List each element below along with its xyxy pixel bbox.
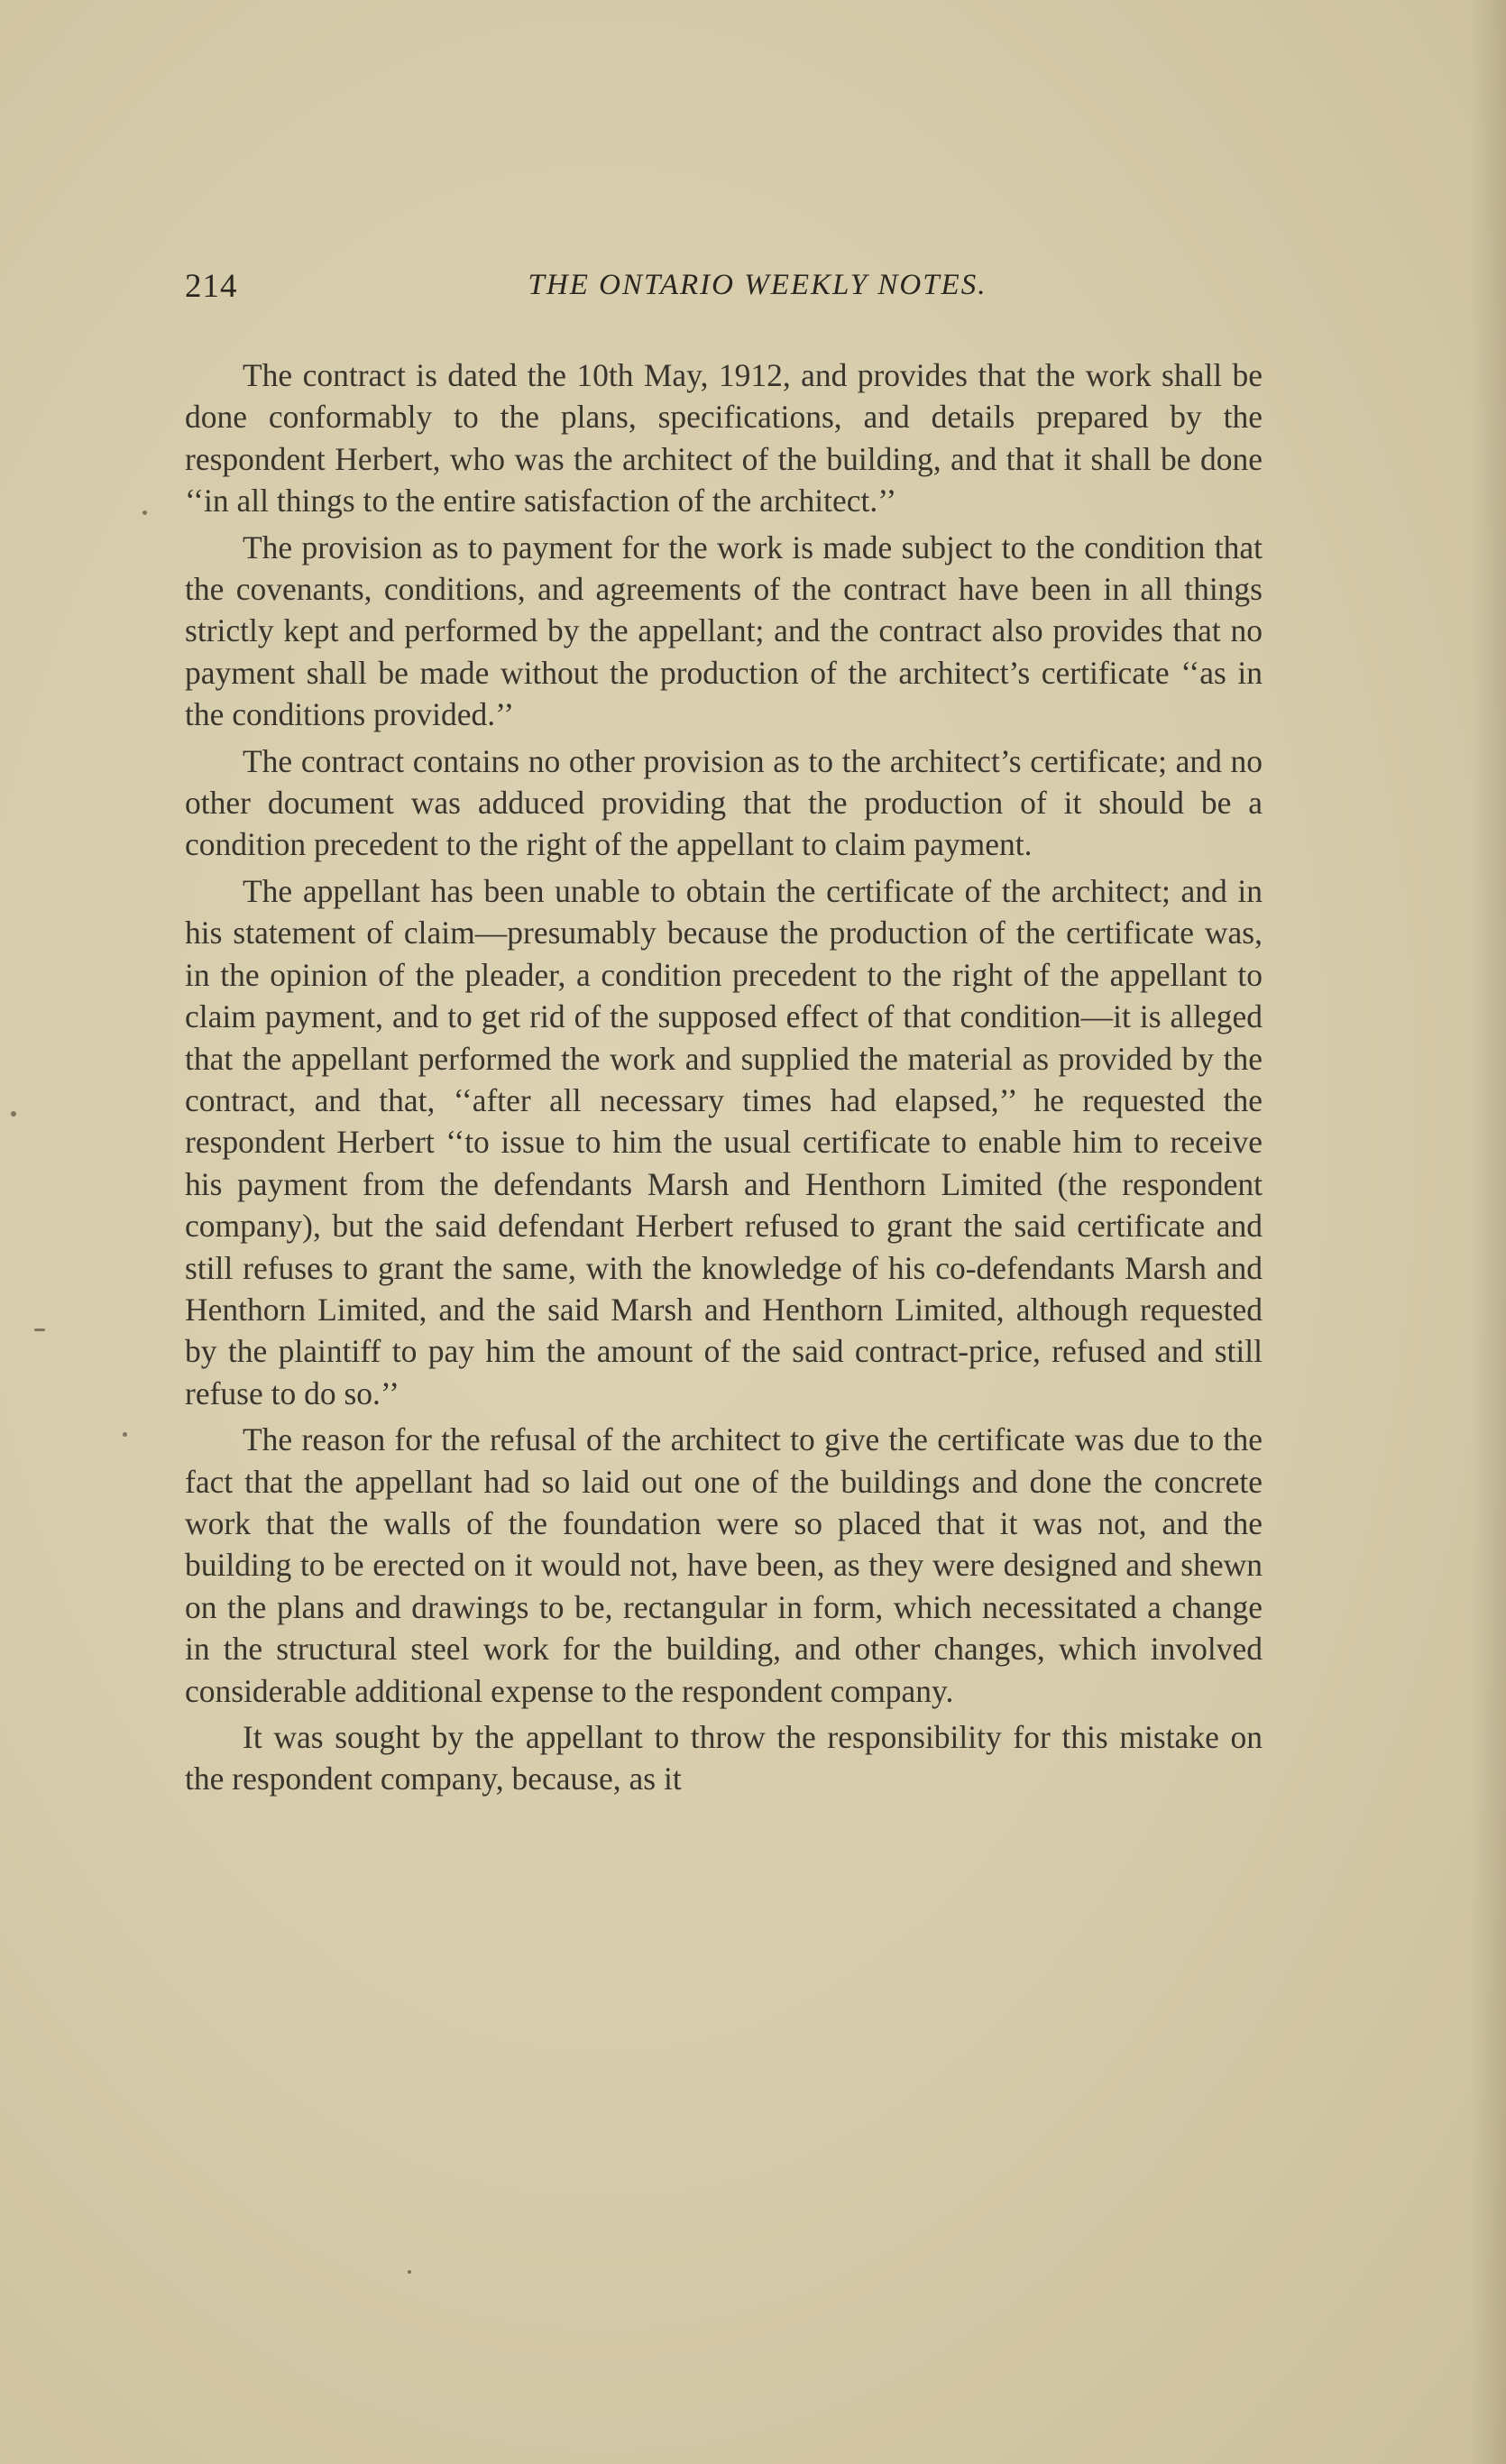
body-text	[185, 354, 1263, 1805]
running-head: THE ONTARIO WEEKLY NOTES.	[528, 269, 987, 301]
page-edge-shadow	[1470, 0, 1506, 2464]
paper-speck	[408, 2270, 411, 2274]
page-number: 214	[185, 268, 238, 305]
paragraph: It was sought by the appellant to throw the responsibility for this mistake on the respondent company, because, as it	[185, 1719, 1263, 1797]
paragraph: The provision as to payment for the work is made subject to the condition that the covenants, conditions, and agreements of the contract have been in all things strictly kept and performed by the appellant; and the contract also provides that no payment shall be made without the production of the architect’s certificate ‘‘as in the conditions provided.’’	[185, 529, 1263, 733]
page-header	[185, 267, 1276, 321]
paper-speck	[11, 1111, 16, 1117]
paper-speck	[142, 510, 147, 515]
paper-speck	[123, 1432, 127, 1437]
paper-speck	[34, 1329, 45, 1331]
paragraph: The contract contains no other provision as to the architect’s certificate; and no other document was adduced providing that the production of it should be a condition precedent to the right of the appellant to claim payment.	[185, 742, 1263, 863]
paragraph: The appellant has been unable to obtain the certificate of the architect; and in his statement of claim—presumably because the production of the certificate was, in the opinion of the pleader, a condition precedent to the right of the appellant to claim payment, and to get rid of the supposed effect of that condition—it is alleged that the appellant performed the work and supplied the material as provided by the contract, and that, ‘‘after all necessary times had elapsed,’’ he requested the respondent Herbert ‘‘to issue to him the usual certificate to enable him to receive his payment from the defendants Marsh and Henthorn Limited (the respondent company), but the said defendant Herbert refused to grant the said certificate and still refuses to grant the same, with the knowledge of his co-defendants Marsh and Henthorn Limited, and the said Marsh and Henthorn Limited, although requested by the plaintiff to pay him the amount of the said contract-price, refused and still refuse to do so.’’	[185, 872, 1263, 1411]
paragraph: The contract is dated the 10th May, 1912, and provides that the work shall be done conformably to the plans, specifications, and details prepared by the respondent Herbert, who was the architect of the building, and that it shall be done ‘‘in all things to the entire satisfaction of the architect.’’	[185, 357, 1263, 519]
paragraph: The reason for the refusal of the architect to give the certificate was due to the fact that the appellant had so laid out one of the buildings and done the concrete work that the walls of the foundation were so placed that it was not, and the building to be erected on it would not, have been, as they were designed and shewn on the plans and drawings to be, rectangular in form, which necessitated a change in the structural steel work for the building, and other changes, which involved considerable additional expense to the respondent company.	[185, 1421, 1263, 1709]
